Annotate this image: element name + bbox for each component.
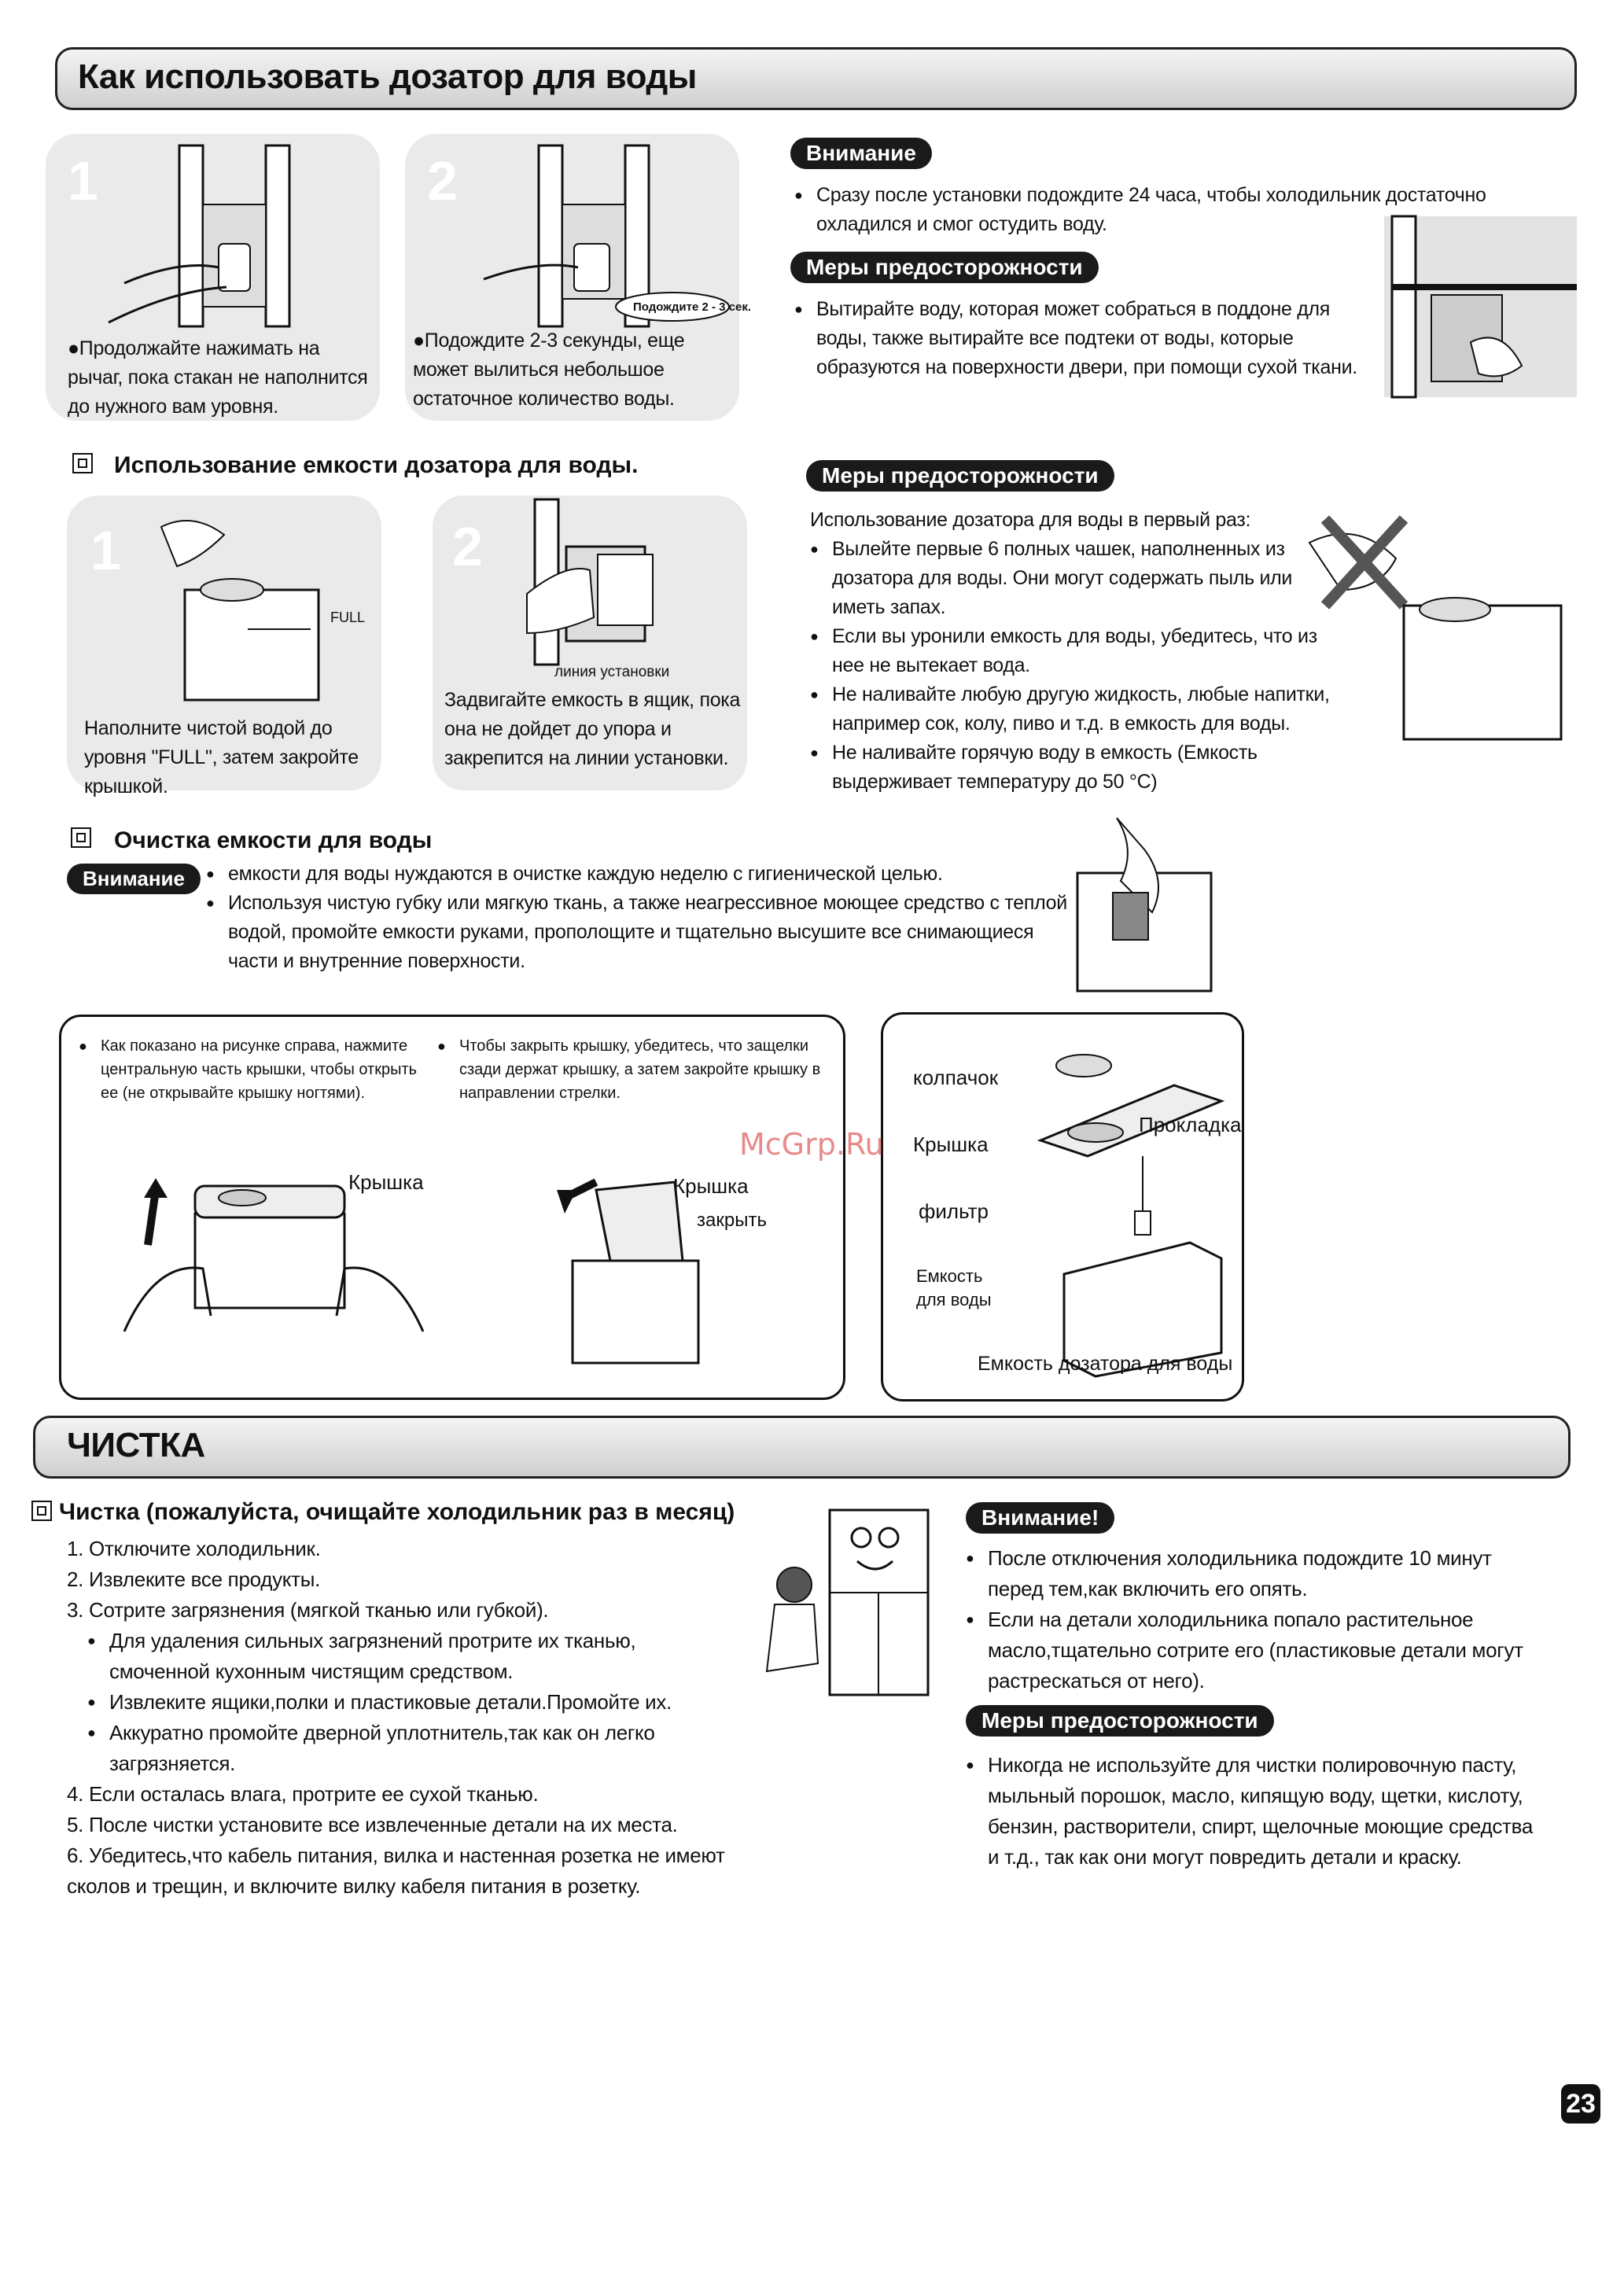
step1-text: ●Продолжайте нажимать на рычаг, пока стакан не наполнится до нужного вам уровня.	[68, 337, 368, 418]
wiping-door-illustration	[1384, 216, 1577, 397]
container-clean-heading: Очистка емкости для воды	[114, 827, 433, 853]
install-line-label: линия установки	[554, 664, 670, 680]
caution-badge: Меры предосторожности	[790, 252, 1099, 283]
cleaning-sub-item: ● Извлеките ящики,полки и пластиковые детали.Промойте их.	[87, 1687, 701, 1718]
gasket-label: Прокладка	[1139, 1113, 1242, 1136]
tank-parts-illustration	[1017, 1038, 1245, 1384]
watermark: McGrp.Ru	[739, 1127, 884, 1162]
parts-diagram-box	[881, 1012, 1244, 1401]
step-number: 1	[68, 150, 98, 212]
first-use-item: ● Не наливайте горячую воду в емкость (Емкость выдерживает температуру до 50 °С)	[810, 738, 1345, 797]
close-note-list	[437, 1034, 823, 1105]
cleaning-attention-item: ● После отключения холодильника подождите 10 минут перед тем,как включить его опять.	[966, 1543, 1532, 1604]
first-use-list	[810, 535, 1345, 797]
attention-badge: Внимание	[790, 138, 932, 169]
cap-label: колпачок	[913, 1066, 999, 1089]
cleaning-sub-list	[87, 1626, 701, 1779]
dispenser-press-illustration	[109, 142, 344, 338]
cleaning-step: 5. После чистки установите все извлеченные детали на их места.	[67, 1813, 678, 1836]
close-note: ● Чтобы закрыть крышку, убедитесь, что защелки сзади держат крышку, а затем закройте крышку в направлении стрелки.	[437, 1034, 823, 1105]
clean-item: ● емкости для воды нуждаются в очистке каждую неделю с гигиенической целью.	[206, 860, 1087, 889]
insert-text: Задвигайте емкость в ящик, пока она не дойдет до упора и закрепится на линии установки.	[444, 689, 741, 769]
first-use-item: ● Вылейте первые 6 полных чашек, наполненных из дозатора для воды. Они могут содержать пыль или иметь запах.	[810, 535, 1345, 622]
insert-card-2	[433, 495, 747, 790]
page-number: 23	[1561, 2084, 1600, 2123]
open-note-list	[79, 1034, 425, 1105]
section-marker-icon	[72, 453, 93, 473]
first-use-intro: Использование дозатора для воды в первый раз:	[810, 509, 1251, 531]
cleaning-steps	[67, 1534, 743, 1902]
close-label: закрыть	[697, 1210, 767, 1231]
fill-card-1	[67, 495, 381, 797]
caution-item: ● Вытирайте воду, которая может собраться в поддоне для воды, также вытирайте все подтеки от воды, которые образуются на поверхности двери, при помощи сухой ткани.	[794, 295, 1384, 382]
section-title: Как использовать дозатор для воды	[78, 57, 697, 96]
attention-badge: Внимание	[67, 864, 201, 894]
open-note: ● Как показано на рисунке справа, нажмите центральную часть крышки, чтобы открыть ее (не открывайте крышку ногтями).	[79, 1034, 425, 1105]
tank-label: Емкость для воды	[916, 1266, 992, 1309]
cleaning-attention-item: ● Если на детали холодильника попало растительное масло,тщательно сотрите его (пластиковые детали могут растрескаться от него).	[966, 1604, 1532, 1696]
lid-part-label: Крышка	[913, 1133, 989, 1156]
cleaning-step: 6. Убедитесь,что кабель питания, вилка и настенная розетка не имеют сколов и трещин, и включите вилку кабеля питания в розетку.	[67, 1843, 725, 1898]
attention-badge: Внимание!	[966, 1502, 1114, 1534]
cleaning-caution-item: ● Никогда не используйте для чистки полировочную пасту, мыльный порошок, масло, кипящую воду, щетки, кислоту, бензин, растворители, спирт, щелочные моющие средства и т.д., так как они могут повредить детали и краску.	[966, 1750, 1548, 1873]
cleaning-step: 2. Извлеките все продукты.	[67, 1567, 321, 1591]
wait-callout: Подождите 2 - 3 сек.	[633, 300, 752, 314]
lid-label-2: Крышка	[673, 1174, 749, 1198]
step-card-2	[405, 134, 752, 421]
step-number: 2	[427, 150, 458, 212]
cleaning-step: 3. Сотрите загрязнения (мягкой тканью или губкой).	[67, 1598, 549, 1622]
section-banner-dispenser	[55, 47, 1577, 110]
attention-item: ● Сразу после установки подождите 24 часа, чтобы холодильник достаточно охладился и смог остудить воду.	[794, 181, 1534, 239]
step-card-1	[46, 134, 380, 421]
lid-instructions-box	[59, 1015, 845, 1400]
caution-list	[794, 295, 1384, 382]
step-number: 1	[90, 520, 121, 581]
fridge-cleaning-illustration	[751, 1506, 932, 1699]
clean-item: ● Используя чистую губку или мягкую ткань, а также неагрессивное моющее средство с теплой водой, промойте емкости руками, прополощите и тщательно высушите все снимающиеся части и внутренние поверхности.	[206, 889, 1087, 976]
fill-text: Наполните чистой водой до уровня "FULL", затем закройте крышкой.	[84, 717, 359, 797]
sponge-cleaning-illustration	[1073, 818, 1219, 1003]
section-title: ЧИСТКА	[67, 1426, 205, 1464]
container-use-heading: Использование емкости дозатора для воды.	[114, 452, 639, 478]
cleaning-sub-item: ● Для удаления сильных загрязнений протрите их тканью, смоченной кухонным чистящим средством.	[87, 1626, 701, 1687]
parts-caption: Емкость дозатора для воды	[978, 1353, 1233, 1375]
cleaning-caution-list	[966, 1750, 1548, 1873]
cleaning-sub-item: ● Аккуратно промойте дверной уплотнитель,так как он легко загрязняется.	[87, 1718, 701, 1779]
caution-badge: Меры предосторожности	[966, 1705, 1274, 1737]
first-use-item: ● Не наливайте любую другую жидкость, любые напитки, например сок, колу, пиво и т.д. в емкость для воды.	[810, 680, 1345, 738]
cleaning-heading: Чистка (пожалуйста, очищайте холодильник раз в месяц)	[59, 1499, 735, 1525]
caution-badge: Меры предосторожности	[806, 460, 1114, 492]
step2-text: ●Подождите 2-3 секунды, еще может вылиться небольшое остаточное количество воды.	[413, 330, 685, 410]
first-use-item: ● Если вы уронили емкость для воды, убедитесь, что из нее не вытекает вода.	[810, 622, 1345, 680]
filter-label: фильтр	[919, 1199, 989, 1223]
no-pour-illustration	[1309, 511, 1577, 747]
clean-list	[206, 860, 1087, 976]
insert-tank-illustration	[519, 499, 724, 665]
cleaning-step: 4. Если осталась влага, протрите ее сухой тканью.	[67, 1782, 539, 1806]
step-number: 2	[452, 516, 483, 577]
cleaning-step: 1. Отключите холодильник.	[67, 1537, 321, 1560]
cleaning-attention-list	[966, 1543, 1532, 1696]
section-banner-cleaning	[33, 1416, 1571, 1479]
full-level-label: FULL	[330, 610, 366, 625]
section-marker-icon	[31, 1501, 52, 1521]
lid-label: Крышка	[348, 1170, 424, 1194]
section-marker-icon	[71, 827, 91, 848]
